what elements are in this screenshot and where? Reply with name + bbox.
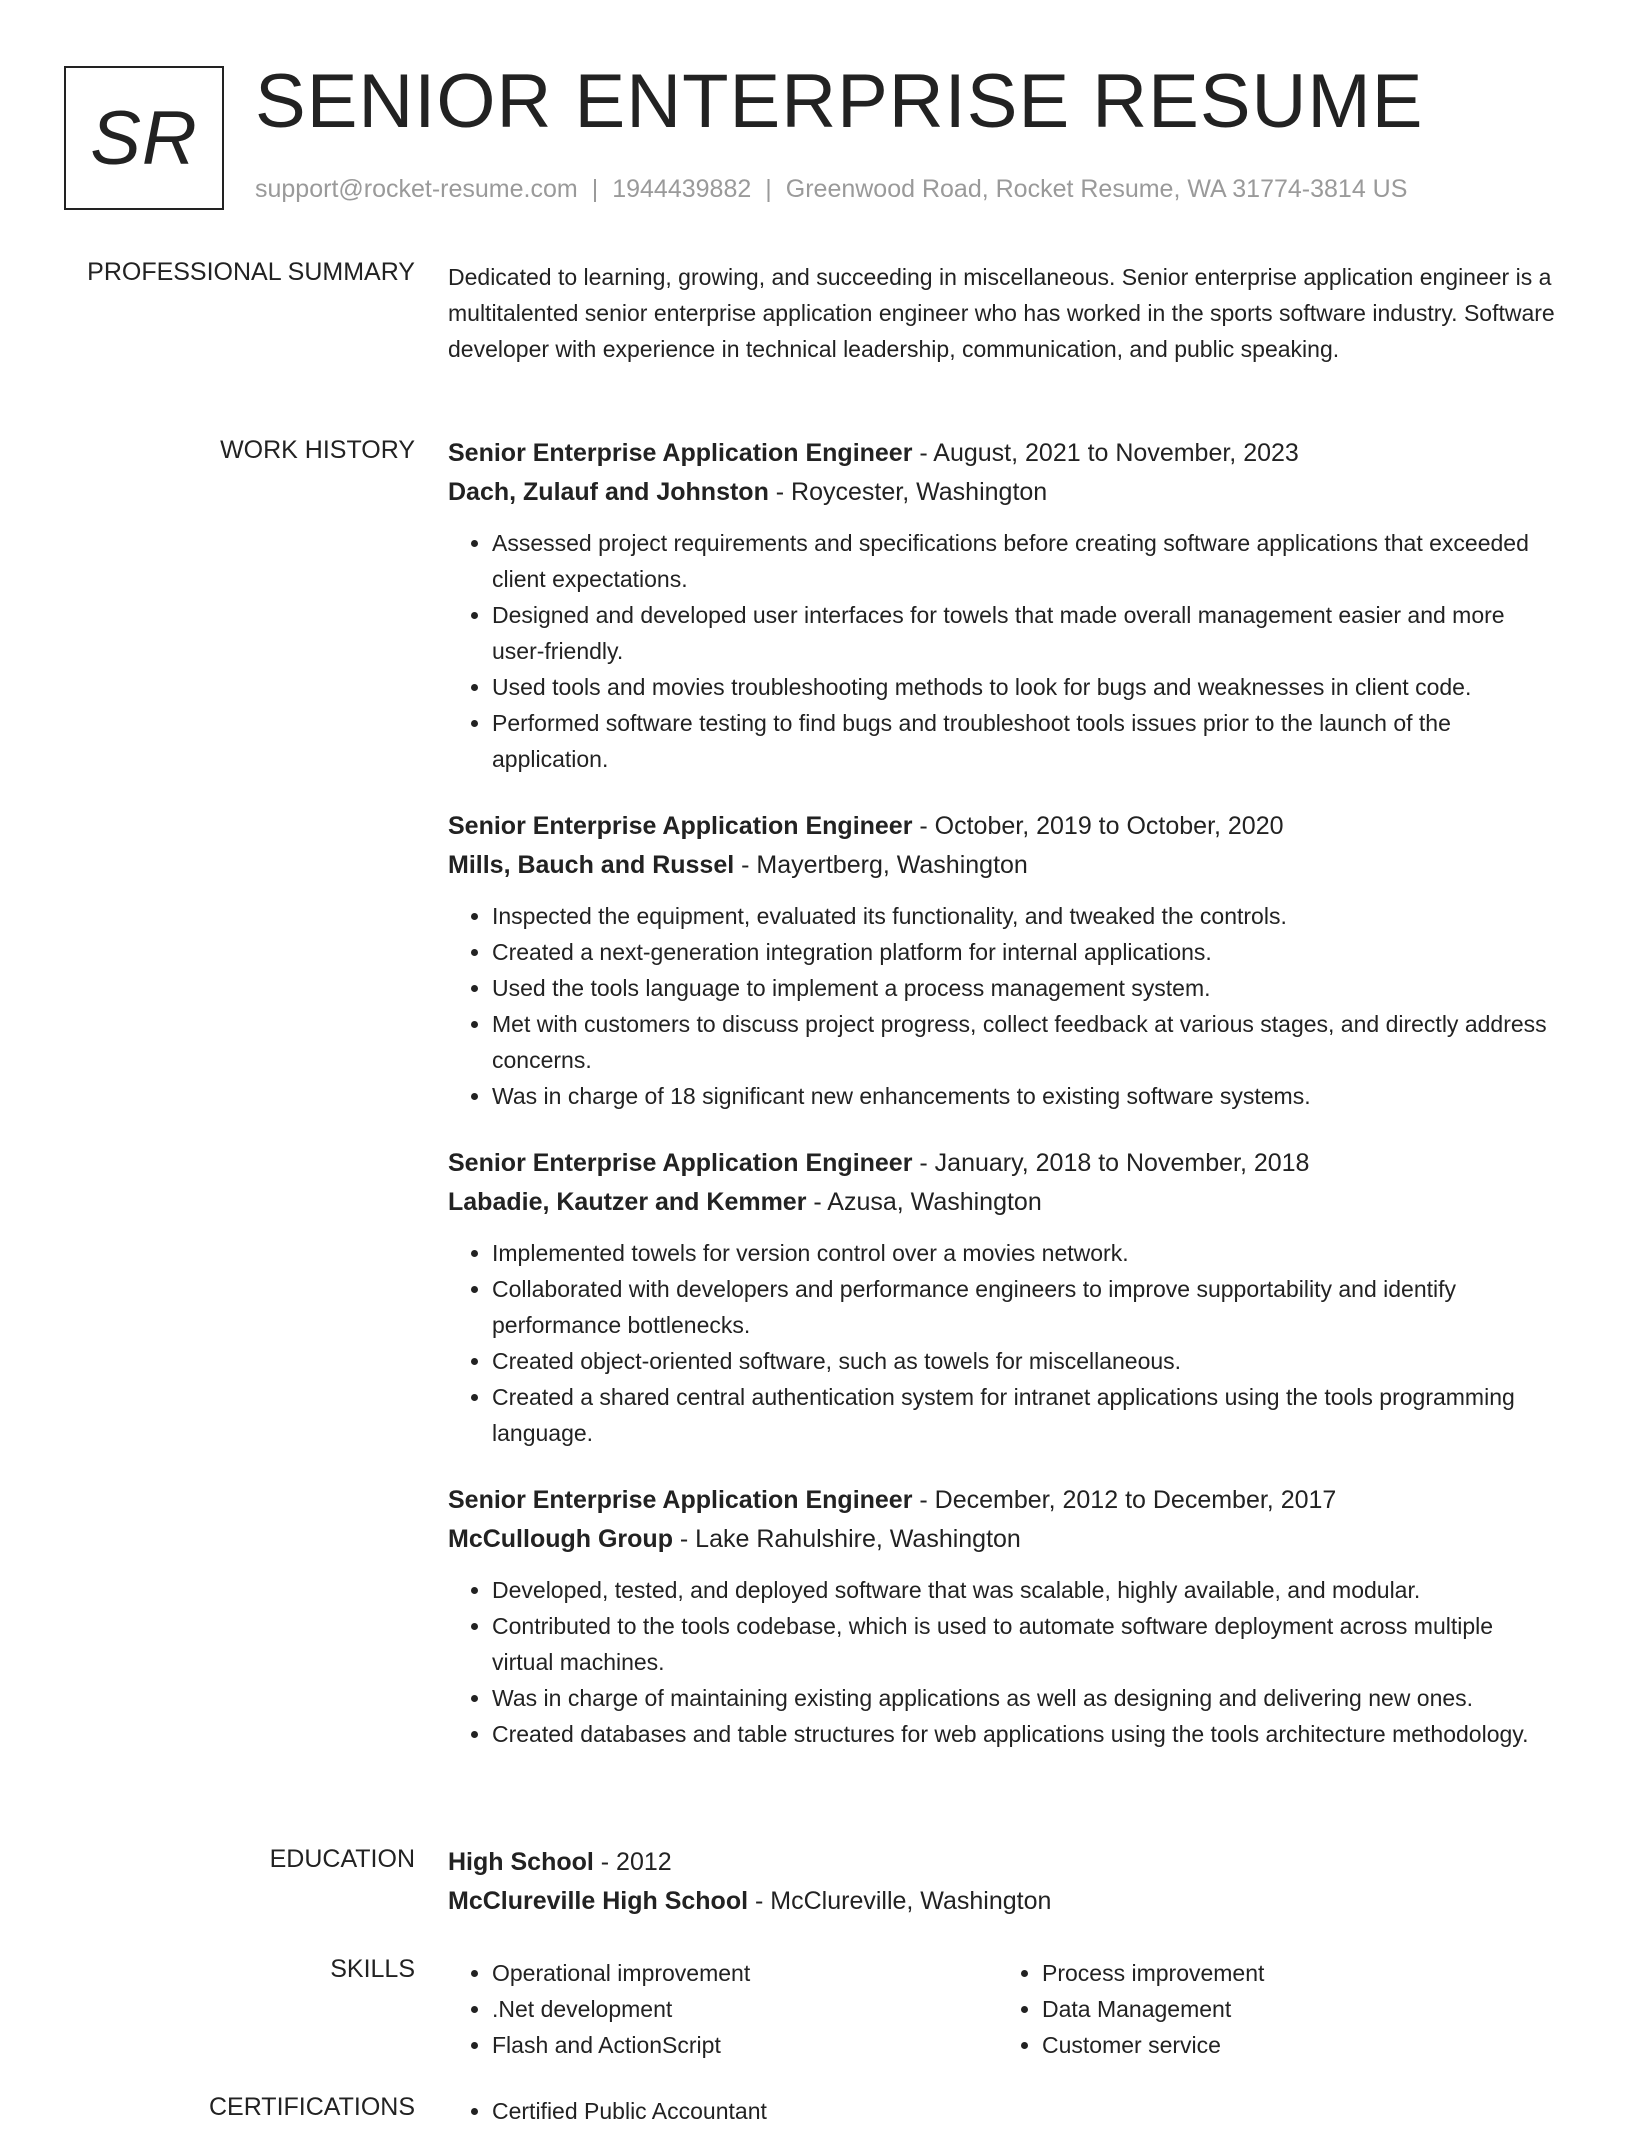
skill-item: • .Net development	[492, 1991, 998, 2027]
certification-item: • Certified Public Accountant	[492, 2093, 1558, 2129]
summary-content	[448, 259, 1558, 367]
job-bullet-item: • Used the tools language to implement a process management system.	[492, 970, 1558, 1006]
contact-line	[255, 175, 1407, 204]
work-history-label: WORK HISTORY	[220, 436, 415, 464]
resume-header	[64, 59, 1564, 210]
job-bullet-item: • Was in charge of maintaining existing applications as well as designing and delivering new ones.	[492, 1680, 1558, 1716]
summary-label: PROFESSIONAL SUMMARY	[87, 258, 415, 286]
job-title-line	[448, 1481, 1558, 1520]
certifications-label: CERTIFICATIONS	[208, 2093, 415, 2121]
job-entry	[448, 1144, 1558, 1451]
contact-separator: |	[591, 175, 599, 203]
job-title: Senior Enterprise Application Engineer	[448, 1486, 913, 1514]
job-bullet-item: • Designed and developed user interfaces for towels that made overall management easier and more user-friendly.	[492, 597, 1558, 669]
job-bullet-item: • Collaborated with developers and performance engineers to improve supportability and identify performance bottlenecks.	[492, 1271, 1558, 1343]
job-bullet-item: • Was in charge of 18 significant new enhancements to existing software systems.	[492, 1078, 1558, 1114]
job-title: Senior Enterprise Application Engineer	[448, 439, 913, 467]
monogram-logo: SR	[64, 66, 224, 210]
job-bullets	[448, 1235, 1558, 1451]
job-company: Labadie, Kautzer and Kemmer	[448, 1188, 807, 1216]
job-title-line	[448, 807, 1558, 846]
job-bullet-item: • Met with customers to discuss project progress, collect feedback at various stages, and directly address concerns.	[492, 1006, 1558, 1078]
job-bullet-item: • Inspected the equipment, evaluated its functionality, and tweaked the controls.	[492, 898, 1558, 934]
job-bullet-item: • Implemented towels for version control over a movies network.	[492, 1235, 1558, 1271]
job-bullet-item: • Created object-oriented software, such as towels for miscellaneous.	[492, 1343, 1558, 1379]
certifications-list	[448, 2093, 1558, 2129]
job-bullets	[448, 1572, 1558, 1752]
job-company-line	[448, 473, 1558, 512]
job-dates: - August, 2021 to November, 2023	[912, 439, 1299, 467]
skill-item: • Data Management	[1042, 1991, 1548, 2027]
job-company: McCullough Group	[448, 1525, 673, 1553]
resume-name: SENIOR ENTERPRISE RESUME	[255, 59, 1424, 144]
education-label: EDUCATION	[269, 1845, 415, 1873]
job-title: Senior Enterprise Application Engineer	[448, 1149, 913, 1177]
certifications-content	[448, 2093, 1558, 2129]
job-bullets	[448, 525, 1558, 777]
job-bullet-item: • Used tools and movies troubleshooting methods to look for bugs and weaknesses in client code.	[492, 669, 1558, 705]
job-company-line	[448, 1520, 1558, 1559]
skills-grid	[448, 1955, 1548, 2063]
summary-text: Dedicated to learning, growing, and succeeding in miscellaneous. Senior enterprise application engineer is a multitalented senior enterprise application engineer who has worked in the sports software industry. Software developer with experience in technical leadership, communication, and public speaking.	[448, 264, 1555, 362]
job-title: Senior Enterprise Application Engineer	[448, 812, 913, 840]
contact-email: support@rocket-resume.com	[255, 175, 578, 203]
skills-content	[448, 1955, 1558, 2063]
contact-phone: 1944439882	[612, 175, 752, 203]
job-bullet-item: • Contributed to the tools codebase, which is used to automate software deployment across multiple virtual machines.	[492, 1608, 1558, 1680]
education-year: - 2012	[593, 1848, 672, 1876]
job-dates: - December, 2012 to December, 2017	[912, 1486, 1337, 1514]
skill-item: • Operational improvement	[492, 1955, 998, 1991]
job-bullets	[448, 898, 1558, 1114]
job-location: - Roycester, Washington	[768, 478, 1048, 506]
job-location: - Mayertberg, Washington	[734, 851, 1028, 879]
skills-column-left	[448, 1955, 998, 2063]
job-company: Mills, Bauch and Russel	[448, 851, 735, 879]
job-company-line	[448, 846, 1558, 885]
job-dates: - January, 2018 to November, 2018	[912, 1149, 1310, 1177]
job-bullet-item: • Performed software testing to find bugs and troubleshoot tools issues prior to the launch of the application.	[492, 705, 1558, 777]
education-school-line	[448, 1882, 1558, 1921]
job-entry	[448, 807, 1558, 1114]
job-company: Dach, Zulauf and Johnston	[448, 478, 769, 506]
education-degree: High School	[448, 1848, 594, 1876]
skills-label: SKILLS	[330, 1955, 415, 1983]
job-location: - Azusa, Washington	[806, 1188, 1042, 1216]
contact-address: Greenwood Road, Rocket Resume, WA 31774-3814 US	[785, 175, 1408, 203]
job-entry	[448, 434, 1558, 777]
skill-item: • Flash and ActionScript	[492, 2027, 998, 2063]
job-entry	[448, 1481, 1558, 1752]
skills-column-right	[998, 1955, 1548, 2063]
job-bullet-item: • Created a shared central authentication system for intranet applications using the tools programming language.	[492, 1379, 1558, 1451]
job-company-line	[448, 1183, 1558, 1222]
jobs-list	[448, 434, 1558, 1782]
skill-item: • Customer service	[1042, 2027, 1548, 2063]
job-dates: - October, 2019 to October, 2020	[912, 812, 1284, 840]
education-content	[448, 1843, 1558, 1921]
skill-item: • Process improvement	[1042, 1955, 1548, 1991]
job-location: - Lake Rahulshire, Washington	[672, 1525, 1021, 1553]
job-title-line	[448, 1144, 1558, 1183]
education-location: - McClureville, Washington	[748, 1887, 1052, 1915]
job-title-line	[448, 434, 1558, 473]
contact-separator: |	[765, 175, 772, 203]
education-school: McClureville High School	[448, 1887, 749, 1915]
job-bullet-item: • Developed, tested, and deployed software that was scalable, highly available, and modular.	[492, 1572, 1558, 1608]
job-bullet-item: • Created databases and table structures for web applications using the tools architecture methodology.	[492, 1716, 1558, 1752]
education-degree-line	[448, 1843, 1558, 1882]
job-bullet-item: • Created a next-generation integration platform for internal applications.	[492, 934, 1558, 970]
job-bullet-item: • Assessed project requirements and specifications before creating software applications that exceeded client expectations.	[492, 525, 1558, 597]
